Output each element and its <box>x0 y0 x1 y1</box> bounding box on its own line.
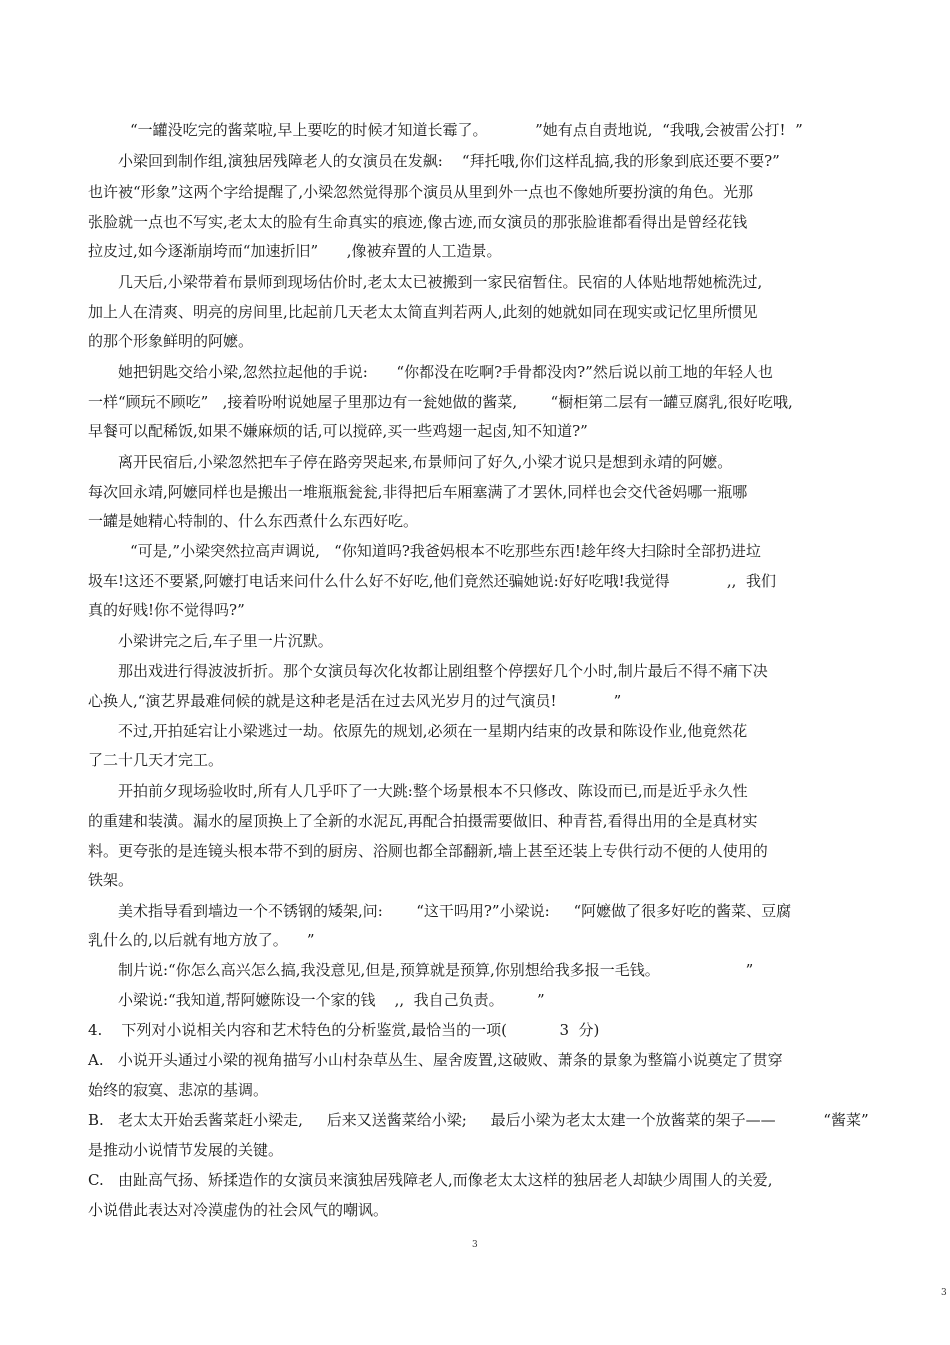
text-line: 小梁说:“我知道,帮阿嬷陈设一个家的钱 ,, 我自己负责。 ” <box>118 991 545 1009</box>
text-line: 几天后,小梁带着布景师到现场估价时,老太太已被搬到一家民宿暂住。民宿的人体贴地帮她梳洗过, <box>118 273 763 291</box>
text-line: 小说借此表达对冷漠虚伪的社会风气的嘲讽。 <box>88 1201 389 1219</box>
text-line: 美术指导看到墙边一个不锈钢的矮架,问: “这干吗用?”小梁说: “阿嬷做了很多好吃的酱菜、豆腐 <box>118 902 792 920</box>
option-b: B. 老太太开始丢酱菜赶小梁走, 后来又送酱菜给小梁; 最后小梁为老太太建一个放酱菜的架子—— “酱菜” <box>88 1111 869 1129</box>
option-a: A. 小说开头通过小梁的视角描写小山村杂草丛生、屋舍废置,这破败、萧条的景象为整篇小说奠定了贯穿 <box>88 1051 783 1069</box>
text-line: 每次回永靖,阿嬷同样也是搬出一堆瓶瓶瓮瓮,非得把后车厢塞满了才罢休,同样也会交代爸妈哪一瓶哪 <box>88 483 748 501</box>
text-line: 开拍前夕现场验收时,所有人几乎吓了一大跳:整个场景根本不只修改、陈设而已,而是近乎永久性 <box>118 782 748 800</box>
question-stem: 4. 下列对小说相关内容和艺术特色的分析鉴赏,最恰当的一项( 3 分) <box>88 1021 600 1039</box>
text-line: 心换人,“演艺界最难伺候的就是这种老是活在过去风光岁月的过气演员! ” <box>88 692 622 710</box>
text-line: “一罐没吃完的酱菜啦,早上要吃的时候才知道长霉了。 ”她有点自责地说, “我哦,会被雷公打! ” <box>130 121 803 139</box>
text-line: 张脸就一点也不写实,老太太的脸有生命真实的痕迹,像古迹,而女演员的那张脸谁都看得出是曾经花钱 <box>88 213 748 231</box>
text-line: 小梁讲完之后,车子里一片沉默。 <box>118 632 333 650</box>
option-c: C. 由趾高气扬、矫揉造作的女演员来演独居残障老人,而像老太太这样的独居老人却缺少周围人的关爱, <box>88 1171 773 1189</box>
text-line: 早餐可以配稀饭,如果不嫌麻烦的话,可以搅碎,买一些鸡翅一起卤,知不知道?” <box>88 422 588 440</box>
page-number: 3 <box>472 1240 478 1250</box>
text-line: 始终的寂寞、悲凉的基调。 <box>88 1081 269 1099</box>
text-line: 也许被“形象”这两个字给提醒了,小梁忽然觉得那个演员从里到外一点也不像她所要扮演的角色。光那 <box>88 183 754 201</box>
text-line: 铁架。 <box>88 871 134 889</box>
text-line: 小梁回到制作组,演独居残障老人的女演员在发飙: “拜托哦,你们这样乱搞,我的形象到底还要不要?” <box>118 152 780 170</box>
text-line: 圾车!这还不要紧,阿嬷打电话来问什么什么好不好吃,他们竟然还骗她说:好好吃哦!我觉得 ,, 我们 <box>88 572 776 590</box>
text-line: 了二十几天才完工。 <box>88 751 224 769</box>
text-line: 料。更夸张的是连镜头根本带不到的厨房、浴厕也都全部翻新,墙上甚至还装上专供行动不便的人使用的 <box>88 842 768 860</box>
text-line: 的重建和装潢。漏水的屋顶换上了全新的水泥瓦,再配合拍摄需要做旧、种青苔,看得出用的全是真材实 <box>88 812 758 830</box>
text-line: 乳什么的,以后就有地方放了。 ” <box>88 931 315 949</box>
text-line: 那出戏进行得波波折折。那个女演员每次化妆都让剧组整个停摆好几个小时,制片最后不得不痛下决 <box>118 662 768 680</box>
text-line: 是推动小说情节发展的关键。 <box>88 1141 284 1159</box>
text-line: 真的好贱!你不觉得吗?” <box>88 601 245 619</box>
corner-page-number: 3 <box>941 1288 947 1298</box>
text-line: 加上人在清爽、明亮的房间里,比起前几天老太太简直判若两人,此刻的她就如同在现实或记忆里所惯见 <box>88 303 758 321</box>
text-line: 制片说:“你怎么高兴怎么搞,我没意见,但是,预算就是预算,你别想给我多报一毛钱。 ” <box>118 961 754 979</box>
text-line: 不过,开拍延宕让小梁逃过一劫。依原先的规划,必须在一星期内结束的改景和陈设作业,他竟然花 <box>118 722 748 740</box>
text-line: 她把钥匙交给小梁,忽然拉起他的手说: “你都没在吃啊?手骨都没肉?”然后说以前工地的年轻人也 <box>118 363 773 381</box>
text-line: 离开民宿后,小梁忽然把车子停在路旁哭起来,布景师问了好久,小梁才说只是想到永靖的阿嬷。 <box>118 453 733 471</box>
text-line: 拉皮过,如今逐渐崩垮而“加速折旧” ,像被弃置的人工造景。 <box>88 242 502 260</box>
text-line: “可是,”小梁突然拉高声调说, “你知道吗?我爸妈根本不吃那些东西!趁年终大扫除时全部扔进垃 <box>130 542 761 560</box>
text-line: 的那个形象鲜明的阿嬷。 <box>88 332 254 350</box>
text-line: 一罐是她精心特制的、什么东西煮什么东西好吃。 <box>88 512 419 530</box>
text-line: 一样“顾玩不顾吃” ,接着吩咐说她屋子里那边有一瓮她做的酱菜, “橱柜第二层有一罐豆腐乳,很好吃哦, <box>88 393 793 411</box>
